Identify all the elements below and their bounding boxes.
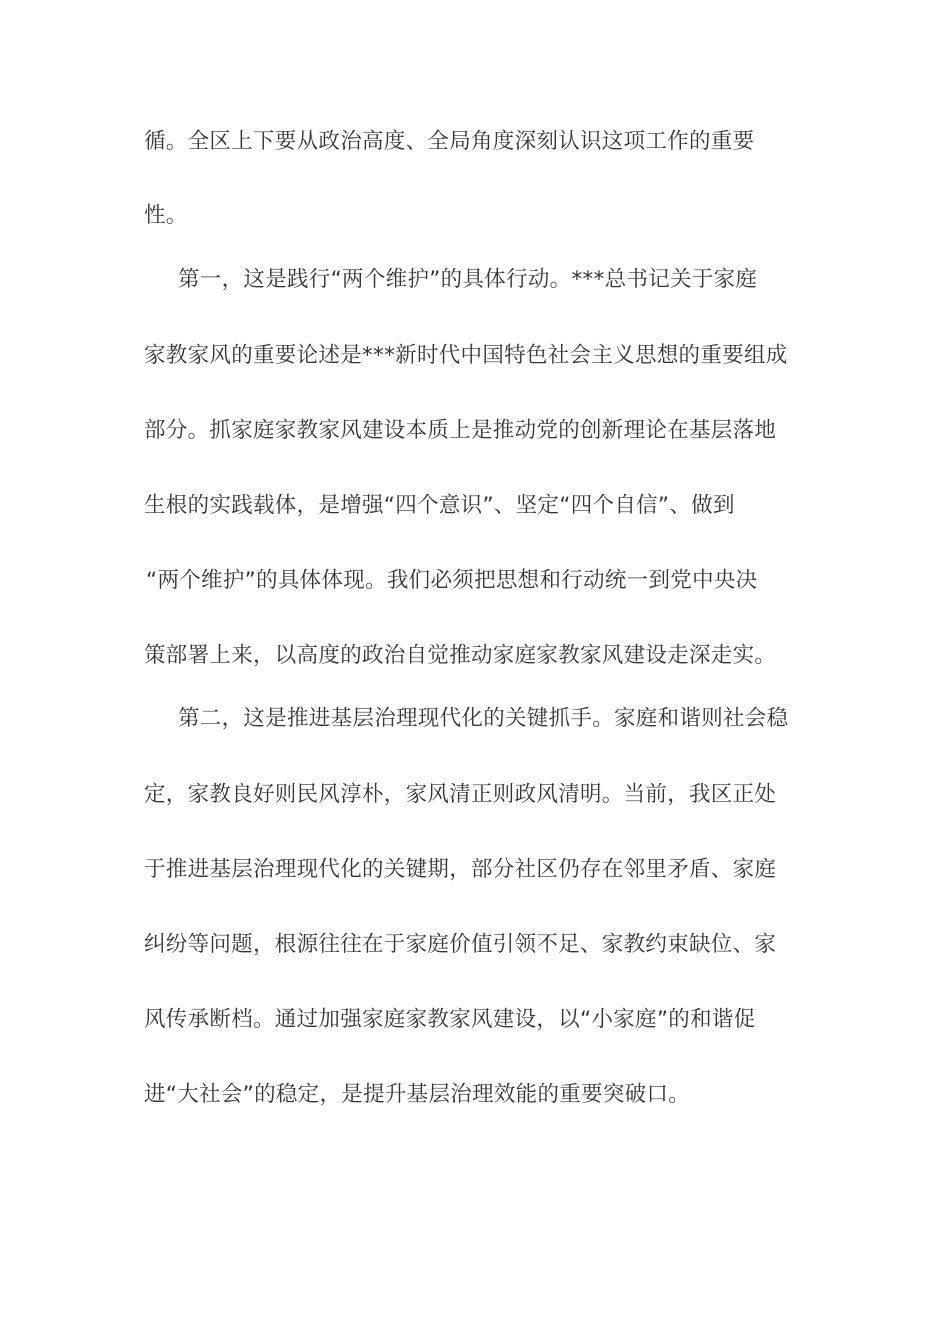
text-line: 定，家教良好则民风淳朴，家风清正则政风清明。当前，我区正处: [144, 782, 777, 807]
text-line: 家教家风的重要论述是***新时代中国特色社会主义思想的重要组成: [144, 343, 788, 368]
text-line: 性。: [144, 203, 188, 228]
text-line: 策部署上来，以高度的政治自觉推动家庭家教家风建设走深走实。: [144, 643, 777, 668]
text-line: 于推进基层治理现代化的关键期，部分社区仍存在邻里矛盾、家庭: [144, 857, 777, 882]
text-line: 纠纷等问题，根源往往在于家庭价值引领不足、家教约束缺位、家: [144, 932, 777, 957]
text-line: “两个维护”的具体体现。我们必须把思想和行动统一到党中央决: [146, 568, 758, 593]
paragraph-first-line: 第一，这是践行“两个维护”的具体行动。***总书记关于家庭: [178, 267, 758, 292]
text-line: 风传承断档。通过加强家庭家教家风建设，以“小家庭”的和谐促: [144, 1007, 756, 1032]
text-line: 部分。抓家庭家教家风建设本质上是推动党的创新理论在基层落地: [144, 418, 777, 443]
text-line: 进“大社会”的稳定，是提升基层治理效能的重要突破口。: [144, 1082, 691, 1107]
paragraph-first-line: 第二，这是推进基层治理现代化的关键抓手。家庭和谐则社会稳: [178, 706, 789, 731]
text-line: 生根的实践载体，是增强“四个意识”、坚定“四个自信”、做到: [144, 493, 735, 518]
text-line: 循。全区上下要从政治高度、全局角度深刻认识这项工作的重要: [144, 129, 755, 154]
